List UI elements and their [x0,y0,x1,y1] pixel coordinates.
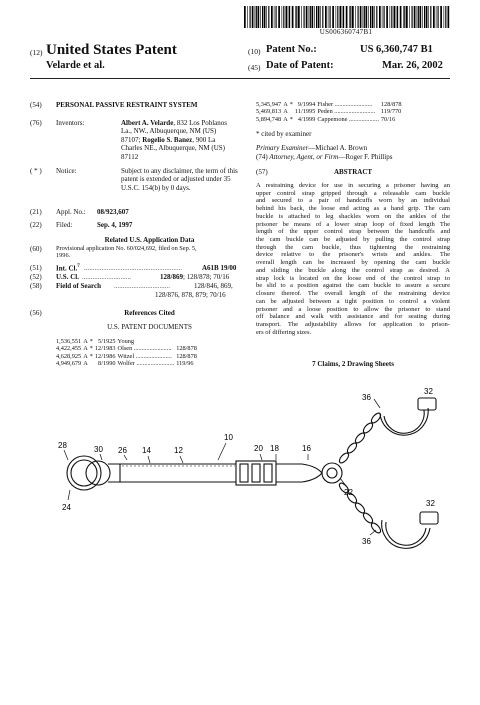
ref-class: 128/878 [380,101,402,108]
uscl-label: U.S. Cl. [56,273,79,281]
ref-date: 12/1986 [94,352,116,360]
ref-name: Witzel ....................... [117,352,172,360]
date-label: Date of Patent: [266,60,334,71]
table-row [256,101,404,108]
uscl-main: 128/869 [160,273,183,281]
ref-star: * [89,345,93,353]
ref-name: Wolfer ........................ [117,360,175,368]
abstract-line: prisoner and a loose position to allow the prisoner to stand [256,305,450,313]
label-28: 28 [58,441,67,450]
inventors-label: Inventors: [56,119,85,127]
abstract-line: behind his back, the loose end acting as a hand grip. The cam [256,205,450,213]
patent-title: PERSONAL PASSIVE RESTRAINT SYSTEM [56,101,198,109]
abstract-heading: ABSTRACT [333,168,373,176]
abstract-line: A restraining device for use in securing a prisoner having an [256,182,450,189]
abstract-line: can be adjusted between a tight position to control a violent [256,297,450,305]
label-10: 10 [224,433,233,442]
lower-strap-loop [276,464,302,482]
label-18: 18 [270,444,279,453]
publication-number: US006360747B1 [319,28,373,36]
provisional-text [56,245,243,260]
label-24: 24 [62,503,71,512]
field-code: (58) [30,282,42,290]
ref-number: 4,628,925 [56,352,82,360]
ref-name: Cappemone ................... [317,115,379,123]
patent-no-code: (10) [248,47,261,56]
abstract-code: (57) [256,168,268,176]
notice-line: U.S.C. 154(b) by 0 days. [121,183,191,192]
abstract-line: ers of differing sizes. [256,328,312,336]
field-line-2: 128/876, 878, 879; 70/16 [155,291,226,299]
inventor-1-zip: 87107; [121,135,143,144]
uscl-code: (52) [30,273,42,281]
abstract-line: be slid to a position against the cam buckle to assure a secure [256,282,450,290]
notice-text [121,167,243,192]
label-36-upper: 36 [362,393,371,402]
label-12: 12 [174,446,183,455]
abstract-line: off balance and walk with assistance and for seating during [256,313,450,321]
ref-kind: A [83,352,88,360]
filed-value: Sep. 4, 1997 [97,221,133,229]
ref-number: 5,894,748 [256,115,282,123]
label-32-upper: 32 [424,387,433,396]
lower-shackle [382,512,438,548]
inventors-code: (76) [30,119,42,127]
label-20: 20 [254,444,263,453]
patent-no-label: Patent No.: [266,44,317,55]
table-row [56,360,199,367]
intcl-sup: 7 [77,264,80,269]
ref-number: 5,469,813 [256,108,282,116]
ref-name: Peden .......................... [317,108,376,116]
label-36-lower: 36 [362,537,371,546]
uscl-rest: ; 128/878; 70/16 [182,273,230,281]
inventor-2-zip: 87112 [121,152,139,161]
ref-number: 4,949,679 [56,360,82,368]
abstract-line: and sliding the buckle along the control strap as desired. A [256,266,450,274]
filed-code: (22) [30,221,42,229]
left-ring-inner [71,460,97,486]
ref-class: 119/96 [176,360,194,368]
attorney-label: Attorney, Agent, or Firm [269,153,339,161]
control-strap [120,464,236,482]
filed-label: Filed: [56,221,73,229]
notice-code: ( * ) [30,167,42,175]
ref-date: 5/1925 [98,338,116,345]
provisional-code: (60) [30,245,42,253]
field-dots: ................................ [114,282,170,290]
ref-date: 9/1994 [297,101,316,108]
us-docs-heading: U.S. PATENT DOCUMENTS [107,323,192,331]
attorney-name: —Roger F. Phillips [338,153,393,161]
inventors-block [121,119,243,161]
inventor-2-addr-2: Charles NE., Albuquerque, NM (US) [121,144,226,153]
abstract-line: transport. The adjustability allows for application to prison- [256,320,450,328]
header-inventors: Velarde et al. [46,60,105,71]
appl-value: 08/923,607 [97,208,129,216]
abstract-line: through the cam buckle, thus tightening the restraining [256,243,450,251]
table-row [256,116,404,123]
ref-star: * [289,101,293,108]
header-title: United States Patent [46,42,177,58]
appl-code: (21) [30,208,42,216]
swivel-hub [322,463,342,483]
abstract-line: the cam buckle can be adjusted by pulling the control strap [256,236,450,244]
date-value: Mar. 26, 2002 [382,60,443,71]
ref-kind: A [83,338,88,345]
ref-kind: A [83,345,88,353]
barcode [244,6,448,28]
inventor-2-addr: , 900 La [192,135,216,144]
ref-star: * [89,338,93,345]
field-label: Field of Search [56,282,101,290]
ref-class: 128/878 [176,352,197,360]
refs-heading: References Cited [124,309,175,317]
label-30: 30 [94,445,103,454]
ref-star: * [89,352,93,360]
notice-line: Subject to any disclaimer, the term of this [121,167,238,175]
abstract-line: length of the upper control strap between the handcuffs and [256,228,450,236]
intcl-dots: ........................................................ [84,264,182,272]
ref-date: 12/1983 [94,345,116,353]
ref-class: 70/16 [380,115,396,123]
intcl-label [56,264,80,272]
inventor-2-name: Rogelio S. Banez [142,135,193,144]
inventor-1-addr: , 832 Los Poblanos [173,119,227,127]
us-docs-table [56,338,199,368]
label-16: 16 [302,444,311,453]
attorney [256,153,392,161]
label-22: 22 [344,488,353,497]
cited-note: * cited by examiner [256,130,312,138]
ref-class: 128/878 [176,345,197,353]
ref-kind: A [283,115,288,123]
uscl-dots: ............................ [82,273,131,281]
cam-buckle [236,461,276,485]
abstract-line: prisoner be means of a lower strap loop of fixed length The [256,220,450,228]
appl-label: Appl. No.: [56,208,86,216]
ref-class: 119/770 [380,108,402,116]
abstract-line: device relative to the prisoner's wrists and ankles. The [256,251,450,259]
inventor-1-addr-2: La., NW., Albuquerque, NM (US) [121,127,217,136]
refs-code: (56) [30,309,42,317]
ref-name: Fisher ........................ [317,101,373,108]
label-32-lower: 32 [426,499,435,508]
abstract-line: strap lock is located on the loose end of the control strap to [256,274,450,282]
abstract-line: overall length can be increased by opening the cam buckle [256,259,450,267]
abstract-line: upper control strap gripped through a releasable cam buckle [256,189,450,197]
upper-chain [338,412,382,465]
table-row [56,338,199,345]
more-docs-table [256,101,404,123]
ref-star: * [289,115,293,123]
abstract-line: closure thereof. The overall length of the restraining device [256,290,450,298]
ref-number: 4,422,455 [56,345,82,353]
ref-date: 8/1990 [98,360,116,368]
primary-examiner [256,144,367,152]
ref-class [176,338,199,345]
patent-no-value: US 6,360,747 B1 [360,44,433,55]
ref-date: 11/1995 [294,108,316,116]
abstract-line: buckle is attached to leg shackles worn on the ankles of the [256,212,450,220]
table-row [56,345,199,352]
claims-summary: 7 Claims, 2 Drawing Sheets [312,360,394,368]
left-ring-2 [86,461,110,485]
notice-label: Notice: [56,167,77,175]
intcl-label-text: Int. Cl. [56,264,78,273]
notice-line: patent is extended or adjusted under 35 [121,175,231,184]
patent-drawing [40,387,450,700]
abstract-text [256,182,450,336]
table-row [56,353,199,360]
upper-shackle [380,398,436,435]
primary-examiner-name: —Michael A. Brown [308,144,368,152]
table-row [256,108,404,115]
provisional-line: 1996. [56,252,71,260]
title-code: (54) [30,101,42,109]
ref-name: Young [117,338,135,345]
header-rule [30,78,450,79]
ref-date: 4/1999 [297,115,316,123]
ref-kind: A [83,360,88,368]
ref-name: Olsen ........................ [117,345,172,353]
intcl-code: (51) [30,264,42,272]
primary-examiner-label: Primary Examiner [256,144,309,152]
label-26: 26 [118,446,127,455]
ref-kind: A [283,108,288,116]
inventor-1-name: Albert A. Velarde [121,119,174,127]
abstract-line: and secured to a pair of handcuffs worn by an individual [256,197,450,205]
intcl-value: A61B 19/00 [202,264,237,272]
related-heading: Related U.S. Application Data [104,236,195,244]
ref-number: 1,536,551 [56,338,82,345]
header-code-12: (12) [30,48,43,57]
uscl-value [158,273,229,281]
attorney-code: (74) [256,153,268,161]
date-code: (45) [248,63,261,72]
provisional-line: Provisional application No. 60/024,692, filed on Sep. 5, [56,245,197,252]
label-14: 14 [142,446,151,455]
ref-kind: A [283,101,288,108]
ref-number: 5,345,947 [256,101,282,108]
field-line-1: 128/846, 869, [194,282,233,290]
